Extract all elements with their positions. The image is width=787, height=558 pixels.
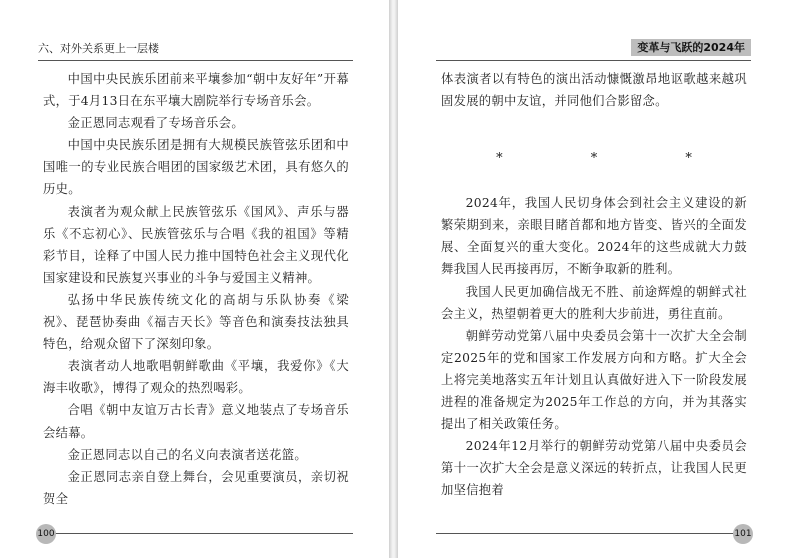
left-page (0, 0, 389, 558)
body-text (441, 68, 747, 502)
paragraph: 我国人民更加确信战无不胜、前途辉煌的朝鲜式社会主义，热望朝着更大的胜利大步前进，勇往直前。 (441, 284, 747, 321)
paragraph: 表演者动人地歌唱朝鲜歌曲《平壤，我爱你》《大海丰收歌》，博得了观众的热烈喝彩。 (43, 359, 349, 396)
paragraph: 中国中央民族乐团前来平壤参加“朝中友好年”开幕式，于4月13日在东平壤大剧院举行专场音乐会。 (43, 72, 349, 109)
paragraph: 金正恩同志亲自登上舞台，会见重要演员，亲切祝贺全 (43, 469, 349, 506)
page-number: 101 (733, 524, 753, 544)
paragraph: 合唱《朝中友谊万古长青》意义地装点了专场音乐会结幕。 (43, 403, 349, 440)
paragraph: 弘扬中华民族传统文化的高胡与乐队协奏《梁祝》、琵琶协奏曲《福吉天长》等音色和演奏技法独具特色，给观众留下了深刻印象。 (43, 292, 349, 352)
continued-paragraph: 体表演者以有特色的演出活动慷慨激昂地讴歌越来越巩固发展的朝中友谊，并同他们合影留念。 (441, 72, 747, 109)
paragraph: 中国中央民族乐团是拥有大规模民族管弦乐团和中国唯一的专业民族合唱团的国家级艺术团，具有悠久的历史。 (43, 138, 349, 197)
page-number: 100 (36, 524, 56, 544)
section-separator: * * * (496, 151, 734, 167)
paragraph: 2024年，我国人民切身体会到社会主义建设的新繁荣期到来，亲眼目睹首都和地方皆变、皆兴的全面发展、全面复兴的重大变化。2024年的这些成就大力鼓舞我国人民再接再厉，不断争取新的胜利。 (441, 196, 747, 277)
running-header (436, 36, 751, 61)
book-title: 变革与飞跃的2024年 (631, 39, 751, 56)
book-gutter (389, 0, 398, 558)
page-footer (436, 529, 752, 544)
running-header (38, 36, 353, 61)
paragraph: 2024年12月举行的朝鲜劳动党第八届中央委员会第十一次扩大全会是意义深远的转折点，让我国人民更加坚信抱着 (441, 439, 747, 498)
section-spacer (441, 112, 747, 126)
paragraph: 金正恩同志观看了专场音乐会。 (67, 116, 244, 131)
body-text (43, 68, 349, 510)
paragraph: 朝鲜劳动党第八届中央委员会第十一次扩大全会制定2025年的党和国家工作发展方向和方略。扩大全会上将完美地落实五年计划且认真做好进入下一阶段发展进程的准备规定为2025年工作总的方向，并为其落实提出了相关政策任务。 (441, 328, 747, 432)
page-footer (37, 529, 353, 544)
right-page (398, 0, 787, 558)
paragraph: 表演者为观众献上民族管弦乐《国风》、声乐与器乐《不忘初心》、民族管弦乐与合唱《我的祖国》等精彩节目，诠释了中国人民力推中国特色社会主义现代化国家建设和民族复兴事业的斗争与爱国主义精神。 (43, 204, 349, 285)
paragraph: 金正恩同志以自己的名义向表演者送花篮。 (67, 447, 307, 462)
chapter-title: 六、对外关系更上一层楼 (38, 42, 159, 55)
